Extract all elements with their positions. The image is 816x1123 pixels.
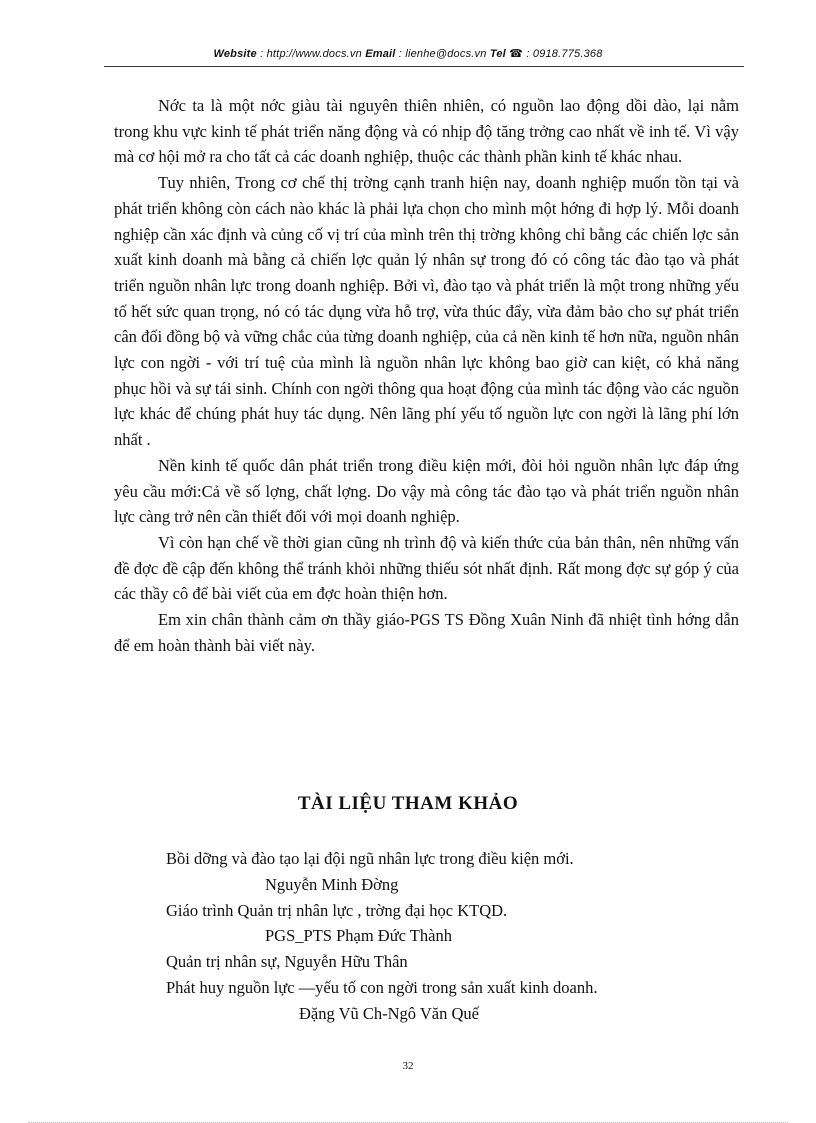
reference-author-line: Nguyễn Minh Đờng bbox=[265, 874, 399, 894]
website-label: Website bbox=[213, 48, 257, 60]
tel-label: Tel bbox=[489, 48, 506, 60]
paragraph: Nớc ta là một nớc giàu tài nguyên thiên nhiên, có nguồn lao động dồi dào, lại nằm trong khu vực kinh tế phát triển năng động và có nhịp độ tăng trởng cao nhất về inh tế. Vì vậy mà cơ hội mở ra cho tất cả các doanh nghiệp, thuộc các thành phần kinh tế khác nhau. bbox=[114, 96, 739, 167]
phone-icon: ☎ bbox=[509, 48, 524, 60]
reference-title-line: Phát huy nguồn lực —yếu tố con ngời trong sản xuất kinh doanh. bbox=[166, 977, 598, 997]
reference-author-line: Đặng Vũ Ch-Ngô Văn Quế bbox=[299, 1003, 479, 1023]
email-value: : lienhe@docs.vn bbox=[395, 48, 490, 60]
paragraph: Nền kinh tế quốc dân phát triển trong điều kiện mới, đòi hỏi nguồn nhân lực đáp ứng yêu cầu mới:Cả về số lợng, chất lợng. Do vậy mà công tác đào tạo và phát triển nguồn nhân lực càng trở nên cần thiết đối với mọi doanh nghiệp. bbox=[114, 455, 739, 527]
website-value: : http://www.docs.vn bbox=[256, 48, 366, 60]
reference-title-line: Quản trị nhân sự, Nguyễn Hữu Thân bbox=[166, 952, 408, 972]
page-header bbox=[0, 47, 816, 60]
tel-value: : 0918.775.368 bbox=[523, 48, 603, 60]
header-divider bbox=[104, 66, 744, 67]
document-body bbox=[114, 93, 739, 658]
reference-title-line: Giáo trình Quản trị nhân lực , trờng đại học KTQD. bbox=[166, 900, 508, 920]
references-title: TÀI LIỆU THAM KHẢO bbox=[297, 793, 519, 814]
paragraph: Vì còn hạn chế về thời gian cũng nh trình độ và kiến thức của bản thân, nên những vấn đề đợc đề cập đến không thể tránh khỏi những thiếu sót nhất định. Rất mong đợc sự góp ý của các thầy cô để bài viết của em đợc hoàn thiện hơn. bbox=[114, 532, 739, 604]
paragraph: Tuy nhiên, Trong cơ chế thị trờng cạnh tranh hiện nay, doanh nghiệp muốn tồn tại và phát triển không còn cách nào khác là phải lựa chọn cho mình một hớng đi hợp lý. Mỗi doanh nghiệp cần xác định và củng cố vị trí của mình trên thị trờng không chỉ bằng các chiến lợc sản xuất kinh doanh mà bằng cả chiến lợc quản lý nhân sự trong đó có công tác đào tạo và phát triển nguồn nhân lực trong doanh nghiệp. Bởi vì, đào tạo và phát triển là một trong những yếu tố hết sức quan trọng, nó có tác dụng vừa hỗ trợ, vừa thúc đẩy, vừa đảm bảo cho sự phát triển cân đối đồng bộ và vững chắc của từng doanh nghiệp, của cả nền kinh tế hơn nữa, nguồn nhân lực con ngời - với trí tuệ của mình là nguồn nhân lực không bao giờ can kiệt, có khả năng phục hồi và sự tái sinh. Chính con ngời thông qua hoạt động của mình tác động vào các nguồn lực khác để chúng phát huy tác dụng. Nên lãng phí yếu tố nguồn lực con ngời là lãng phí lớn nhất . bbox=[114, 173, 739, 450]
reference-author-line: PGS_PTS Phạm Đức Thành bbox=[265, 926, 452, 946]
reference-title-line: Bồi dỡng và đào tạo lại đội ngũ nhân lực trong điều kiện mới. bbox=[166, 849, 574, 868]
references-list bbox=[166, 846, 766, 1027]
email-label: Email bbox=[365, 48, 396, 60]
page-number: 32 bbox=[402, 1060, 414, 1072]
paragraph: Em xin chân thành cảm ơn thầy giáo-PGS TS Đồng Xuân Ninh đã nhiệt tình hớng dẫn để em hoàn thành bài viết này. bbox=[114, 610, 739, 655]
